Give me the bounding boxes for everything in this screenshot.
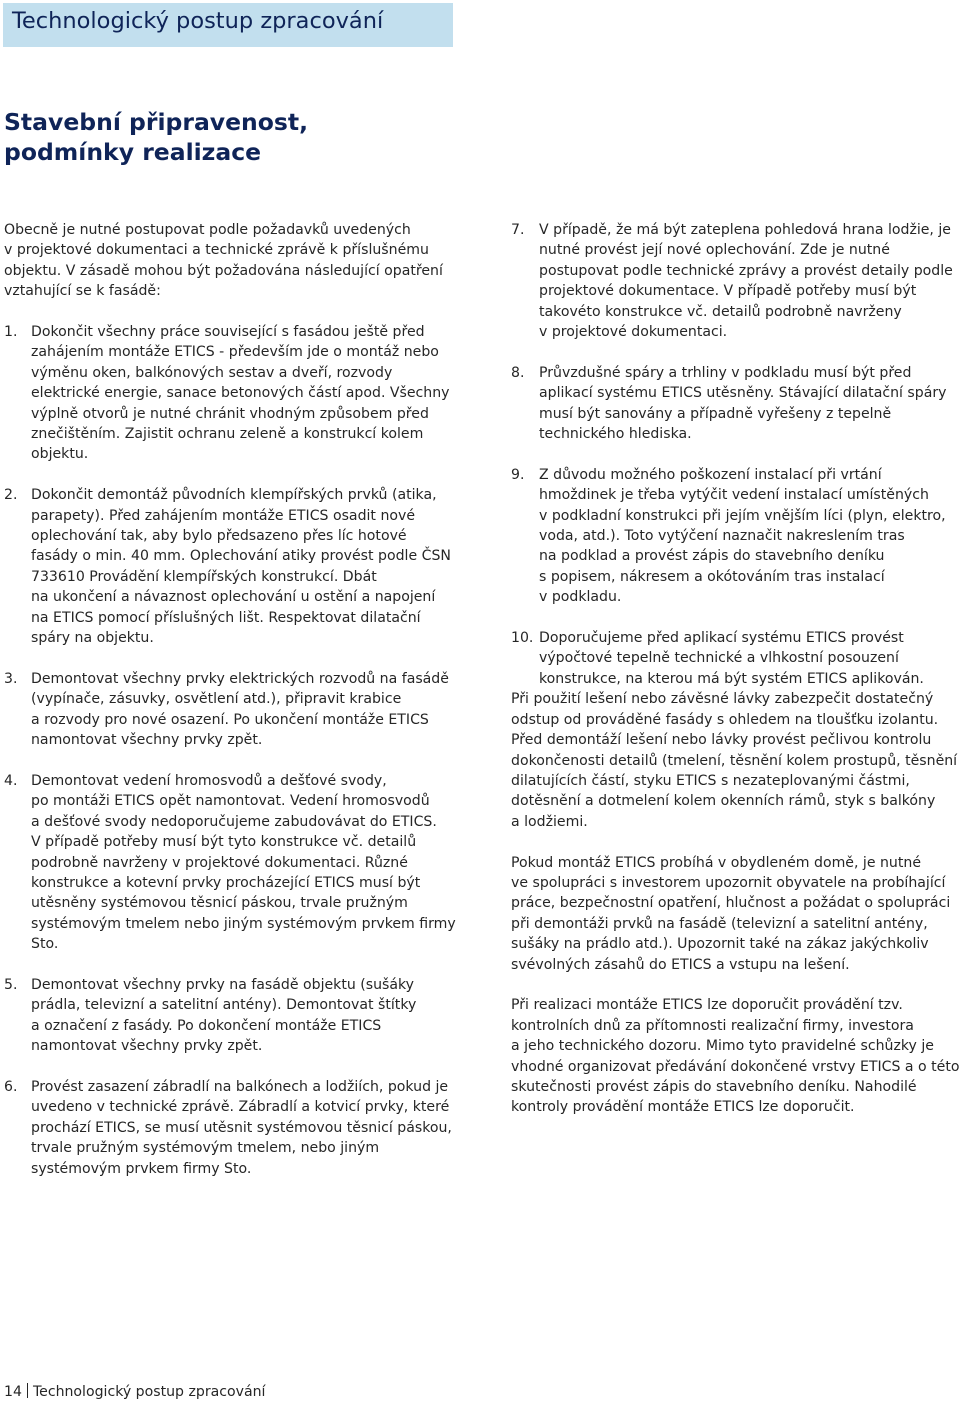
text-line: Demontovat všechny prvky elektrických rozvodů na fasádě bbox=[31, 670, 449, 687]
list-item bbox=[4, 1077, 452, 1179]
section-title-line: Stavební připravenost, bbox=[4, 108, 309, 136]
paragraphs-right bbox=[511, 689, 960, 1118]
text-line: Obecně je nutné postupovat podle požadavků uvedených bbox=[4, 222, 411, 238]
text-line: voda, atd.). Toto vytýčení naznačit nakreslením tras bbox=[539, 528, 905, 545]
list-item bbox=[4, 485, 452, 648]
text-line: výplně otvorů je nutné chránit vhodným způsobem před bbox=[31, 405, 429, 422]
text-line: takovéto konstrukce vč. detailů podrobně navrženy bbox=[539, 303, 902, 320]
text-line: elektrické energie, sanace betonových částí apod. Všechny bbox=[31, 385, 450, 402]
text-line: Před demontáží lešení nebo lávky provést pečlivou kontrolu bbox=[511, 732, 932, 749]
left-column bbox=[4, 220, 456, 1179]
list-item-text bbox=[539, 465, 960, 608]
intro-paragraph bbox=[4, 220, 452, 302]
text-line: Demontovat všechny prvky na fasádě objektu (sušáky bbox=[31, 976, 415, 993]
text-line: Sto. bbox=[31, 936, 59, 953]
text-line: (vypínače, zásuvky, osvětlení atd.), připravit krabice bbox=[31, 691, 402, 708]
text-line: objektu. bbox=[31, 446, 89, 463]
text-line: Demontovat vedení hromosvodů a dešťové svody, bbox=[31, 772, 387, 789]
list-item bbox=[511, 628, 960, 689]
text-line: prádla, televizní a satelitní antény). Demontovat štítky bbox=[31, 997, 417, 1014]
text-line: V případě potřeby musí být tyto konstrukce vč. detailů bbox=[31, 834, 417, 851]
text-line: projektové dokumentace. V případě potřeby musí být bbox=[539, 283, 917, 300]
text-line: kontroly provádění montáže ETICS lze doporučit. bbox=[511, 1099, 855, 1116]
list-item-number: 3. bbox=[4, 670, 18, 687]
text-line: výměnu oken, balkónových sestav a dveří, rozvody bbox=[31, 364, 393, 381]
text-line: v projektové dokumentaci a technické zprávě k příslušnému bbox=[4, 242, 429, 259]
list-item-text bbox=[31, 669, 452, 751]
text-line: a jeho technického dozoru. Mimo tyto pravidelné schůzky je bbox=[511, 1038, 934, 1055]
text-line: s popisem, nákresem a okótováním tras instalací bbox=[539, 568, 885, 585]
text-line: a označení z fasády. Po dokončení montáže ETICS bbox=[31, 1017, 382, 1034]
text-line: Dokončit demontáž původních klempířských prvků (atika, bbox=[31, 487, 437, 504]
body-paragraph bbox=[511, 689, 960, 832]
text-line: systémovým prvkem firmy Sto. bbox=[31, 1160, 252, 1177]
list-item-text bbox=[539, 220, 960, 342]
right-column bbox=[511, 220, 960, 1118]
text-line: při demontáži prvků na fasádě (televizní a satelitní antény, bbox=[511, 915, 928, 932]
footer-section-title: Technologický postup zpracování bbox=[32, 1384, 266, 1400]
text-line: nutné provést její nové oplechování. Zde je nutné bbox=[539, 242, 890, 259]
text-line: musí být sanovány a případně vyřešeny z tepelně bbox=[539, 405, 892, 422]
text-line: znečištěním. Zajistit ochranu zeleně a konstrukcí kolem bbox=[31, 426, 424, 443]
list-item-text bbox=[31, 322, 452, 465]
text-line: svévolných zásahů do ETICS a vstupu na lešení. bbox=[511, 956, 850, 973]
text-line: konstrukce, na kterou má být systém ETICS aplikován. bbox=[539, 670, 924, 687]
text-line: sušáky na prádlo atd.). Upozornit také na zákaz jakýchkoliv bbox=[511, 936, 929, 953]
text-line: na ETICS pomocí příslušných lišt. Respektovat dilatační bbox=[31, 609, 421, 626]
footer-divider bbox=[27, 1383, 28, 1398]
list-item-text bbox=[31, 485, 452, 648]
text-line: spáry na objektu. bbox=[31, 630, 154, 647]
text-line: výpočtové tepelně technické a vlhkostní posouzení bbox=[539, 650, 899, 667]
text-line: prochází ETICS, se musí utěsnit systémovou těsnicí páskou, bbox=[31, 1119, 452, 1136]
list-item bbox=[4, 669, 452, 751]
text-line: oplechování tak, aby bylo předsazeno přes líc hotové bbox=[31, 528, 407, 545]
body-paragraph bbox=[511, 853, 960, 975]
text-line: Dokončit všechny práce související s fasádou ještě před bbox=[31, 324, 425, 341]
text-line: v projektové dokumentaci. bbox=[539, 324, 728, 341]
text-line: Z důvodu možného poškození instalací při vrtání bbox=[539, 466, 882, 483]
text-line: ve spolupráci s investorem upozornit obyvatele na probíhající bbox=[511, 874, 946, 891]
list-item-text bbox=[539, 363, 960, 445]
list-item bbox=[4, 771, 456, 955]
page-footer bbox=[4, 1383, 265, 1400]
numbered-list-left bbox=[4, 322, 456, 1179]
text-line: utěsněny systémovou těsnicí páskou, trvale pružným bbox=[31, 895, 408, 912]
text-line: systémovým tmelem nebo jiným systémovým prvkem firmy bbox=[31, 915, 456, 932]
text-line: dokončenosti detailů (tmelení, těsnění kolem prostupů, těsnění bbox=[511, 752, 958, 769]
list-item-number: 10. bbox=[511, 630, 534, 647]
section-title bbox=[4, 107, 308, 167]
text-line: skutečnosti provést zápis do stavebního deníku. Nahodilé bbox=[511, 1078, 917, 1095]
text-line: namontovat všechny prvky zpět. bbox=[31, 1038, 263, 1055]
text-line: hmoždinek je třeba vytýčit vedení instalací umístěných bbox=[539, 487, 929, 504]
text-line: postupovat podle technické zprávy a provést detaily podle bbox=[539, 262, 953, 279]
text-line: Při realizaci montáže ETICS lze doporučit provádění tzv. bbox=[511, 997, 903, 1014]
text-line: podrobně navrženy v projektové dokumentaci. Různé bbox=[31, 854, 408, 871]
numbered-list-right bbox=[511, 220, 960, 689]
list-item bbox=[511, 465, 960, 608]
text-line: dotěsnění a dotmelení kolem okenních rámů, styk s balkóny bbox=[511, 793, 936, 810]
text-line: zahájením montáže ETICS - především jde o montáž nebo bbox=[31, 344, 439, 361]
text-line: Průvzdušné spáry a trhliny v podkladu musí být před bbox=[539, 364, 912, 381]
text-line: Pokud montáž ETICS probíhá v obydleném domě, je nutné bbox=[511, 854, 921, 871]
text-line: kontrolních dnů za přítomnosti realizační firmy, investora bbox=[511, 1017, 914, 1034]
list-item bbox=[511, 363, 960, 445]
list-item-number: 6. bbox=[4, 1078, 18, 1095]
text-line: konstrukce a kotevní prvky procházející ETICS musí být bbox=[31, 874, 421, 891]
list-item-number: 5. bbox=[4, 976, 18, 993]
text-line: objektu. V zásadě mohou být požadována následující opatření bbox=[4, 262, 443, 279]
list-item-number: 9. bbox=[511, 466, 525, 483]
list-item-number: 1. bbox=[4, 324, 18, 341]
page-number: 14 bbox=[4, 1384, 22, 1400]
body-paragraph bbox=[511, 995, 960, 1117]
text-line: 733610 Provádění klempířských konstrukcí. Dbát bbox=[31, 568, 377, 585]
text-line: vhodné organizovat předávání dokončené vrstvy ETICS a o této bbox=[511, 1058, 960, 1075]
text-line: parapety). Před zahájením montáže ETICS osadit nové bbox=[31, 507, 416, 524]
text-line: uvedeno v technické zprávě. Zábradlí a kotvicí prvky, které bbox=[31, 1099, 450, 1116]
list-item-number: 8. bbox=[511, 364, 525, 381]
text-line: po montáži ETICS opět namontovat. Vedení hromosvodů bbox=[31, 793, 430, 810]
text-line: Doporučujeme před aplikací systému ETICS provést bbox=[539, 630, 904, 647]
text-line: V případě, že má být zateplena pohledová hrana lodžie, je bbox=[539, 222, 951, 238]
list-item-text bbox=[539, 628, 960, 689]
list-item-number: 4. bbox=[4, 772, 18, 789]
header-title: Technologický postup zpracování bbox=[12, 8, 384, 34]
text-line: a rozvody pro nové osazení. Po ukončení montáže ETICS bbox=[31, 711, 429, 728]
text-line: a lodžiemi. bbox=[511, 813, 588, 830]
text-line: dilatujících částí, styku ETICS s nezateplovanými částmi, bbox=[511, 772, 910, 789]
text-line: technického hlediska. bbox=[539, 426, 692, 443]
list-item-text bbox=[31, 771, 456, 955]
section-title-line: podmínky realizace bbox=[4, 138, 262, 166]
text-line: práce, bezpečnostní opatření, hlučnost a požádat o spolupráci bbox=[511, 895, 951, 912]
list-item-text bbox=[31, 975, 452, 1057]
list-item-number: 2. bbox=[4, 487, 18, 504]
text-line: fasády o min. 40 mm. Oplechování atiky provést podle ČSN bbox=[31, 548, 451, 565]
text-line: odstup od prováděné fasády s ohledem na tloušťku izolantu. bbox=[511, 711, 939, 728]
list-item-number: 7. bbox=[511, 222, 525, 238]
text-line: v podkladu. bbox=[539, 589, 622, 606]
header-bar bbox=[3, 3, 453, 47]
text-line: na podklad a provést zápis do stavebního deníku bbox=[539, 548, 885, 565]
list-item bbox=[4, 322, 452, 465]
list-item-text bbox=[31, 1077, 452, 1179]
text-line: trvale pružným systémovým tmelem, nebo jiným bbox=[31, 1140, 380, 1157]
text-line: aplikací systému ETICS utěsněny. Stávající dilatační spáry bbox=[539, 385, 947, 402]
text-line: Provést zasazení zábradlí na balkónech a lodžiích, pokud je bbox=[31, 1078, 449, 1095]
text-line: a dešťové svody nedoporučujeme zabudovávat do ETICS. bbox=[31, 813, 437, 830]
text-line: v podkladní konstrukci při jejím vnějším líci (plyn, elektro, bbox=[539, 507, 946, 524]
list-item bbox=[4, 975, 452, 1057]
text-line: namontovat všechny prvky zpět. bbox=[31, 732, 263, 749]
list-item bbox=[511, 220, 960, 342]
text-line: na ukončení a návaznost oplechování u ostění a napojení bbox=[31, 589, 436, 606]
text-line: vztahující se k fasádě: bbox=[4, 283, 161, 300]
text-line: Při použití lešení nebo závěsné lávky zabezpečit dostatečný bbox=[511, 691, 934, 708]
